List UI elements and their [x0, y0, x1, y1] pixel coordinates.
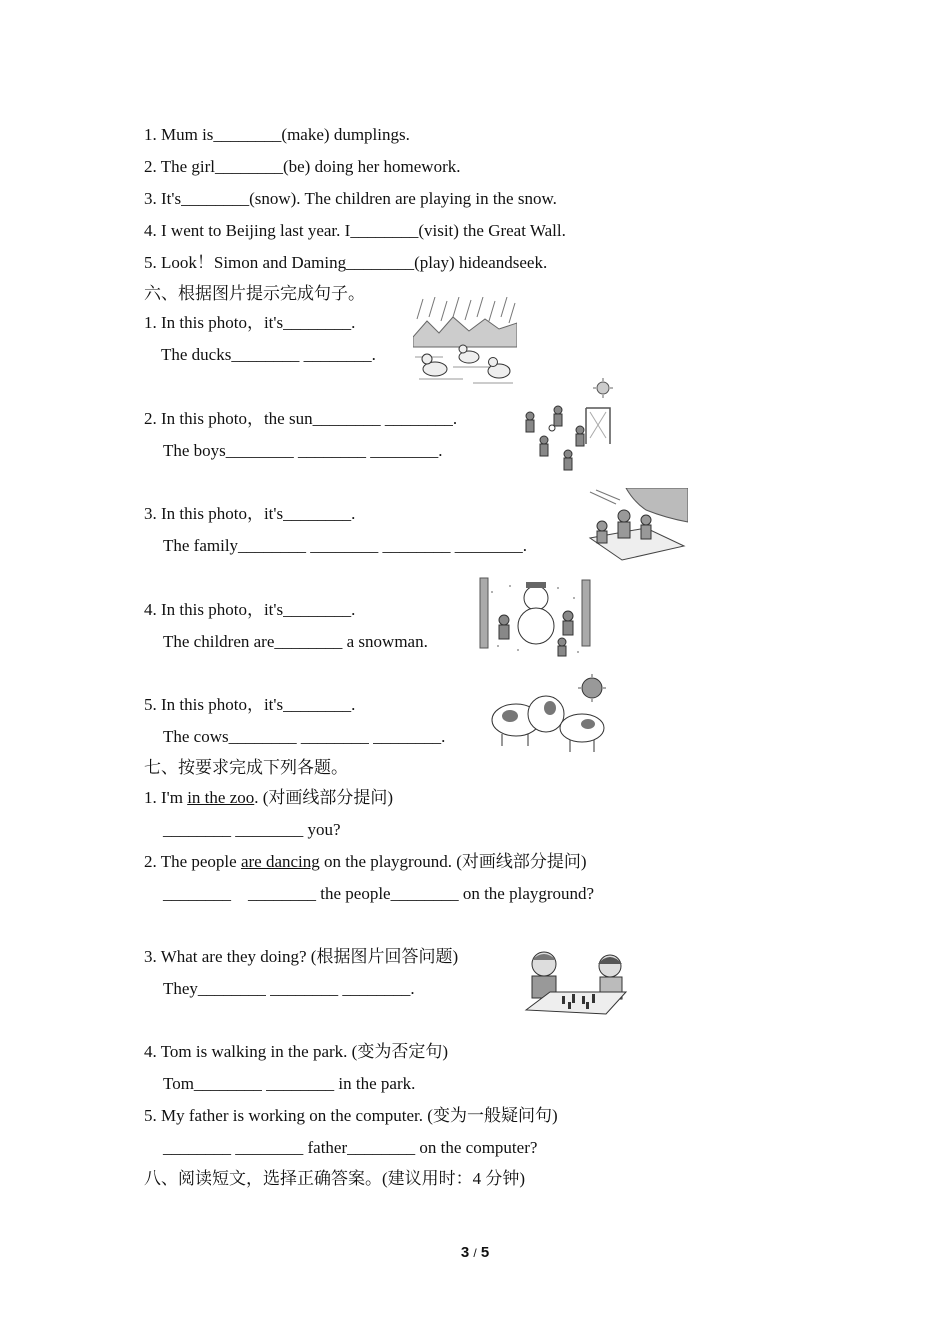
- cows-sun-illustration: [486, 672, 618, 754]
- section-title: 八、阅读短文，选择正确答案。(建议用时：4 分钟): [144, 1169, 526, 1188]
- question-line: 3. In this photo，it's________.: [144, 504, 356, 523]
- answer-line: They________ ________ ________.: [163, 979, 415, 998]
- question-line: 2. In this photo，the sun________ ________.: [144, 409, 458, 428]
- chess-players-illustration: [522, 948, 632, 1020]
- answer-line: ________ ________ father________ on the computer?: [163, 1138, 538, 1157]
- question-line: 3. What are they doing? (根据图片回答问题): [144, 947, 459, 966]
- question-line: 3. It's________(snow). The children are playing in the snow.: [144, 189, 557, 208]
- question-line: 4. Tom is walking in the park. (变为否定句): [144, 1042, 448, 1061]
- snowman-children-illustration: [478, 576, 592, 658]
- page-separator: /: [473, 1246, 477, 1260]
- answer-line: The cows________ ________ ________.: [163, 727, 446, 746]
- answer-line: Tom________ ________ in the park.: [163, 1074, 416, 1093]
- page-number: [0, 1244, 950, 1261]
- question-line: 5. In this photo，it's________.: [144, 695, 356, 714]
- underlined-phrase: are dancing: [240, 852, 320, 871]
- answer-line: The children are________ a snowman.: [163, 632, 428, 651]
- boys-football-illustration: [510, 378, 616, 482]
- total-pages: 5: [480, 1244, 490, 1261]
- question-line: 4. I went to Beijing last year. I________(visit) the Great Wall.: [144, 221, 566, 240]
- question-line: 1. Mum is________(make) dumplings.: [144, 125, 410, 144]
- section-title: 六、根据图片提示完成句子。: [144, 284, 365, 303]
- question-line: 1. In this photo，it's________.: [144, 313, 356, 332]
- question-text: on the playground. (对画线部分提问): [319, 852, 587, 871]
- question-line: 4. In this photo，it's________.: [144, 600, 356, 619]
- answer-line: The family________ ________ ________ ________.: [163, 536, 528, 555]
- section-title: 七、按要求完成下列各题。: [144, 758, 348, 777]
- question-line: 2. The girl________(be) doing her homework.: [144, 157, 461, 176]
- question-text: 1. I'm: [144, 788, 188, 807]
- answer-line: The boys________ ________ ________.: [163, 441, 443, 460]
- underlined-phrase: in the zoo: [187, 788, 255, 807]
- family-picnic-illustration: [586, 488, 688, 562]
- question-line: 5. My father is working on the computer. (变为一般疑问句): [144, 1106, 558, 1125]
- question-line: [144, 788, 393, 808]
- question-text: 2. The people: [144, 852, 241, 871]
- rain-ducks-illustration: [413, 297, 517, 389]
- question-text: . (对画线部分提问): [254, 788, 394, 807]
- current-page: 3: [460, 1244, 470, 1261]
- question-line: [144, 852, 587, 872]
- answer-line: ________ ________ the people________ on the playground?: [163, 884, 595, 903]
- answer-line: The ducks________ ________.: [161, 345, 376, 364]
- answer-line: ________ ________ you?: [163, 820, 341, 839]
- question-line: 5. Look！Simon and Daming________(play) hideandseek.: [144, 253, 548, 272]
